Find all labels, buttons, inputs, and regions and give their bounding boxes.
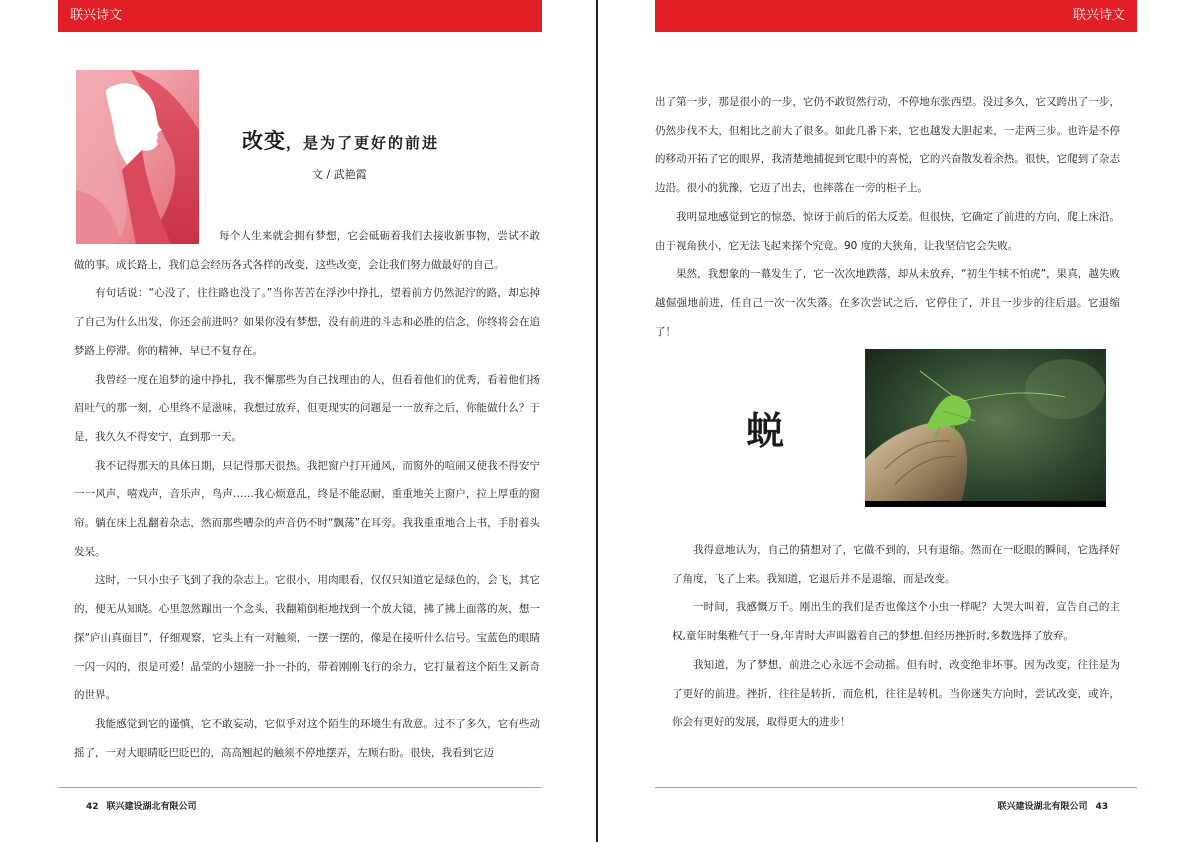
text-spacer: [74, 222, 219, 250]
right-page-body-top: [655, 88, 1120, 346]
header-bar-left: 联兴诗文: [58, 0, 542, 32]
title-rest: ，是为了更好的前进: [286, 134, 440, 152]
paragraph: 果然，我想象的一幕发生了，它一次次地跌落，却从未放弃，“初生牛犊不怕虎”，果真，越失败越倔强地前进，任自己一次一次失落。在多次尝试之后，它停住了，并且一步步的往后退。它退缩了！: [655, 268, 1120, 338]
paragraph: 我不记得那天的具体日期，只记得那天很热。我把窗户打开通风，而窗外的喧闹又使我不得安宁一一风声，嘻戏声，音乐声，鸟声……我心烦意乱，终是不能忍耐，重重地关上窗户，拉上厚重的窗帘。躺在床上乱翻着杂志，然而那些嘈杂的声音仍不时“飘荡”在耳旁。我我重重地合上书，手肘着头发呆。: [74, 459, 540, 558]
page-left: [0, 0, 596, 842]
article-author: 文 / 武艳霞: [312, 168, 367, 181]
left-page-body: [74, 222, 540, 767]
title-main: 改变: [242, 128, 286, 153]
woman-profile-illustration: [76, 70, 199, 244]
header-bar-right: 联兴诗文: [655, 0, 1137, 32]
footer-right: [997, 799, 1108, 812]
paragraph: 每个人生来就会拥有梦想，它会砥砺着我们去接收新事物，尝试不敢做的事。成长路上，我们总会经历各式各样的改变，这些改变，会让我们努力做最好的自己。: [74, 230, 540, 271]
paragraph: 有句话说：“心没了，往往路也没了。”当你苦苦在浮沙中挣扎，望着前方仍然泥泞的路，却忘掉了自己为什么出发，你还会前进吗？如果你没有梦想，没有前进的斗志和必胜的信念，你终将会在追梦路上停滞。你的精神，早已不复存在。: [74, 287, 540, 357]
paragraph: 这时，一只小虫子飞到了我的杂志上。它很小，用肉眼看，仅仅只知道它是绿色的，会飞，其它的，便无从知晓。心里忽然蹦出一个念头，我翻箱倒柜地找到一个放大镜，拂了拂上面落的灰，想一探“庐山真面目”，仔细观察，它头上有一对触须，一摆一摆的，像是在接听什么信号。宝蓝色的眼睛一闪一闪的，很是可爱！晶莹的小翅膀一扑一扑的，带着刚刚飞行的余力，它打量着这个陌生又新奇的世界。: [74, 574, 540, 702]
paragraph: 我明显地感觉到它的惊恐，惊讶于前后的偌大反差。但很快，它确定了前进的方向，爬上床沿。由于视角狭小，它无法飞起来探个究竟。90 度的大狭角，让我坚信它会失败。: [655, 210, 1120, 252]
feature-character: 蜕: [746, 408, 785, 453]
grasshopper-photo: [865, 349, 1106, 507]
paragraph: 我能感觉到它的谨慎，它不敢妄动，它似乎对这个陌生的环境生有敌意。过不了多久，它有些动摇了，一对大眼睛眨巴眨巴的，高高翘起的触须不停地摆弄，左顾右盼。很快，我看到它迈: [74, 717, 540, 759]
paragraph: 我得意地认为，自己的猜想对了，它做不到的，只有退缩。然而在一眨眼的瞬间，它选择好了角度，飞了上来。我知道，它退后并不是退缩，而是改变。: [672, 544, 1120, 585]
footer-left: [86, 799, 197, 812]
article-title: [242, 125, 439, 155]
company-name: 联兴建设湖北有限公司: [997, 802, 1088, 812]
paragraph: 我曾经一度在追梦的途中挣扎，我不懈那些为自己找理由的人，但看着他们的优秀，看着他们扬眉吐气的那一刻，心里终不是滋味，我想过放弃，但更现实的问题是一一放弃之后，你能做什么？于是，我久久不得安宁，直到那一天。: [74, 373, 540, 443]
footer-rule-left: [58, 787, 542, 788]
right-page-body-bottom: [672, 536, 1120, 737]
page-number: 42: [86, 802, 99, 812]
paragraph: 一时间，我感慨万千。刚出生的我们是否也像这个小虫一样呢？大哭大叫着，宣告自己的主权,童年时集稚气于一身,年青时大声叫嚣着自己的梦想.但经历挫折时,多数选择了放弃。: [672, 601, 1120, 643]
company-name: 联兴建设湖北有限公司: [106, 802, 197, 812]
paragraph: 出了第一步，那是很小的一步，它仍不敢贸然行动，不停地东张西望。没过多久，它又跨出了一步，仍然步伐不大，但相比之前大了很多。如此几番下来，它也越发大胆起来，一走两三步。也许是不停的移动开拓了它的眼界，我清楚地捕捉到它眼中的喜悦，它的兴奋散发着余热。很快，它爬到了杂志边沿。很小的犹豫，它迈了出去，也摔落在一旁的柜子上。: [655, 96, 1120, 195]
footer-rule-right: [655, 787, 1137, 788]
page-number: 43: [1095, 802, 1108, 812]
paragraph: 我知道，为了梦想，前进之心永远不会动摇。但有时，改变绝非坏事。因为改变，往往是为了更好的前进。挫折，往往是转折，而危机，往往是转机。当你迷失方向时，尝试改变，或许，你会有更好的发展，取得更大的进步！: [672, 658, 1120, 729]
